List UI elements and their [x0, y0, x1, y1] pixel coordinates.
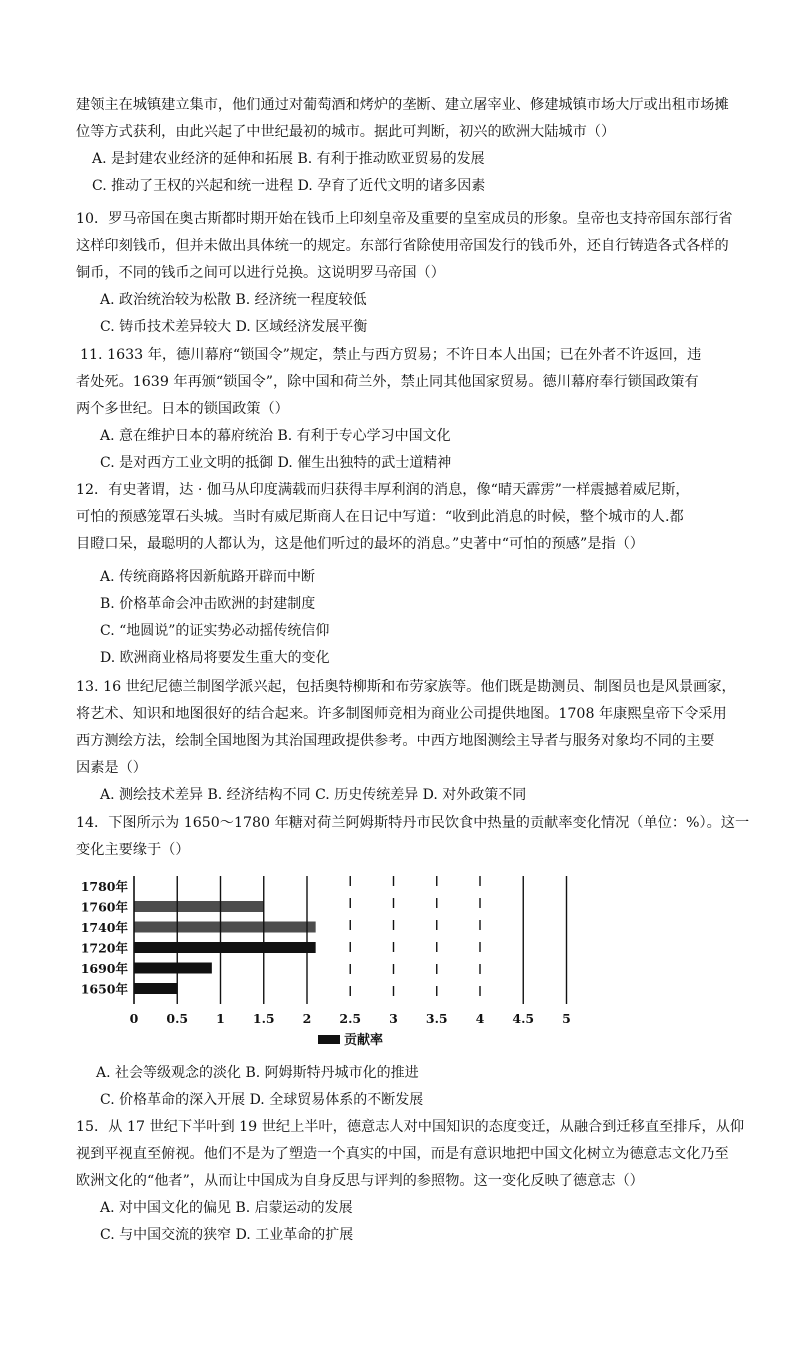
chart-bars — [134, 881, 316, 995]
q11-line-3: 两个多世纪。日本的锁国政策（） — [76, 401, 289, 417]
x-tick-label: 4 — [475, 1011, 485, 1026]
x-tick-label: 2 — [302, 1011, 312, 1026]
q10-line-1: 10．罗马帝国在奥古斯都时期开始在钱币上印刻皇帝及重要的皇室成员的形象。皇帝也支持帝国东部行省 — [76, 211, 733, 227]
legend-swatch — [318, 1035, 340, 1044]
q15-line-3: 欧洲文化的“他者”，从而让中国成为自身反思与评判的参照物。这一变化反映了德意志（） — [76, 1173, 644, 1189]
q15-line-2: 视到平视直至俯视。他们不是为了塑造一个真实的中国，而是有意识地把中国文化树立为德意志文化乃至 — [76, 1146, 729, 1162]
q13-line-2: 将艺术、知识和地图很好的结合起来。许多制图师竞相为商业公司提供地图。1708 年康熙皇帝下令采用 — [76, 706, 727, 722]
q12-line-3: 目瞪口呆，最聪明的人都认为，这是他们听过的最坏的消息。”史著中“可怕的预感”是指（） — [76, 536, 644, 552]
bar-1720年 — [134, 942, 316, 953]
q12-option-d[interactable]: D. 欧洲商业格局将要发生重大的变化 — [100, 650, 330, 666]
category-label: 1650年 — [80, 981, 128, 997]
q15-line-1: 15．从 17 世纪下半叶到 19 世纪上半叶，德意志人对中国知识的态度变迁，从融合到迁移直至排斥，从仰 — [76, 1119, 745, 1135]
q14-option-cd[interactable]: C. 价格革命的深入开展 D. 全球贸易体系的不断发展 — [100, 1092, 424, 1108]
q10-option-ab[interactable]: A. 政治统治较为松散 B. 经济统一程度较低 — [100, 292, 367, 308]
category-label: 1740年 — [80, 920, 128, 935]
bar-1760年 — [134, 901, 264, 912]
bar-1740年 — [134, 922, 316, 933]
chart-category-labels — [81, 879, 129, 997]
q11-line-2: 者处死。1639 年再颁“锁国令”，除中国和荷兰外，禁止同其他国家贸易。德川幕府奉行锁国政策有 — [76, 374, 699, 390]
q14-line-1: 14．下图所示为 1650～1780 年糖对荷兰阿姆斯特丹市民饮食中热量的贡献率变化情况（单位：%）。这一 — [76, 815, 750, 831]
q13-line-3: 西方测绘方法，绘制全国地图为其治国理政提供参考。中西方地图测绘主导者与服务对象均不同的主要 — [76, 733, 715, 749]
q12-line-1: 12．有史著谓，达 · 伽马从印度满载而归获得丰厚利润的消息，像“晴天霹雳”一样震撼着威尼斯， — [76, 482, 690, 498]
x-tick-label: 1 — [216, 1011, 225, 1026]
q11-option-ab[interactable]: A. 意在维护日本的幕府统治 B. 有利于专心学习中国文化 — [100, 428, 451, 444]
q11-option-cd[interactable]: C. 是对西方工业文明的抵御 D. 催生出独特的武士道精神 — [100, 455, 452, 471]
q13-options[interactable]: A. 测绘技术差异 B. 经济结构不同 C. 历史传统差异 D. 对外政策不同 — [100, 787, 527, 803]
chart-gridlines — [134, 876, 567, 1004]
q9-option-ab[interactable]: A. 是封建农业经济的延伸和拓展 B. 有利于推动欧亚贸易的发展 — [92, 151, 485, 167]
q12-option-a[interactable]: A. 传统商路将因新航路开辟而中断 — [100, 569, 316, 585]
bar-1650年 — [134, 983, 177, 994]
q10-line-2: 这样印刻钱币，但并未做出具体统一的规定。东部行省除使用帝国发行的钱币外，还自行铸造各式各样的 — [76, 238, 729, 254]
q9-line-1: 建领主在城镇建立集市，他们通过对葡萄酒和烤炉的垄断、建立屠宰业、修建城镇市场大厅或出租市场摊 — [76, 97, 729, 113]
category-label: 1690年 — [80, 961, 128, 976]
q13-line-1: 13. 16 世纪尼德兰制图学派兴起，包括奥特柳斯和布劳家族等。他们既是勘测员、制图员也是风景画家， — [76, 679, 736, 695]
x-tick-label: 0.5 — [166, 1011, 189, 1026]
x-tick-label: 1.5 — [252, 1011, 275, 1026]
x-tick-label: 0 — [129, 1011, 139, 1026]
q14-line-2: 变化主要缘于（） — [76, 842, 190, 858]
q10-line-3: 铜币，不同的钱币之间可以进行兑换。这说明罗马帝国（） — [76, 265, 445, 281]
sugar-contribution-chart — [70, 868, 610, 1058]
x-tick-label: 3 — [389, 1011, 398, 1026]
q13-line-4: 因素是（） — [76, 760, 147, 776]
x-tick-label: 3.5 — [425, 1011, 448, 1026]
category-label: 1780年 — [80, 879, 128, 894]
q11-line-1: 11. 1633 年，德川幕府“锁国令”规定，禁止与西方贸易；不许日本人出国；已在外者不许返回，违 — [80, 347, 702, 363]
q15-option-cd[interactable]: C. 与中国交流的狭窄 D. 工业革命的扩展 — [100, 1227, 354, 1243]
chart-legend — [318, 1032, 383, 1048]
category-label: 1760年 — [80, 899, 128, 915]
x-tick-label: 5 — [562, 1011, 571, 1026]
q14-option-ab[interactable]: A. 社会等级观念的淡化 B. 阿姆斯特丹城市化的推进 — [96, 1065, 419, 1081]
q10-option-cd[interactable]: C. 铸币技术差异较大 D. 区域经济发展平衡 — [100, 319, 368, 335]
q9-line-2: 位等方式获利，由此兴起了中世纪最初的城市。据此可判断，初兴的欧洲大陆城市（） — [76, 124, 616, 140]
category-label: 1720年 — [80, 940, 128, 956]
legend-label: 贡献率 — [344, 1033, 384, 1048]
q12-option-b[interactable]: B. 价格革命会冲击欧洲的封建制度 — [100, 596, 316, 612]
q12-option-c[interactable]: C. “地圆说”的证实势必动摇传统信仰 — [100, 623, 330, 639]
q15-option-ab[interactable]: A. 对中国文化的偏见 B. 启蒙运动的发展 — [100, 1200, 353, 1216]
q12-line-2: 可怕的预感笼罩石头城。当时有威尼斯商人在日记中写道：“收到此消息的时候，整个城市的人.都 — [76, 509, 684, 525]
q9-option-cd[interactable]: C. 推动了王权的兴起和统一进程 D. 孕育了近代文明的诸多因素 — [92, 178, 486, 194]
bar-1690年 — [134, 963, 212, 974]
chart-tick-labels — [130, 1011, 571, 1026]
x-tick-label: 4.5 — [512, 1011, 535, 1026]
x-tick-label: 2.5 — [339, 1011, 362, 1026]
